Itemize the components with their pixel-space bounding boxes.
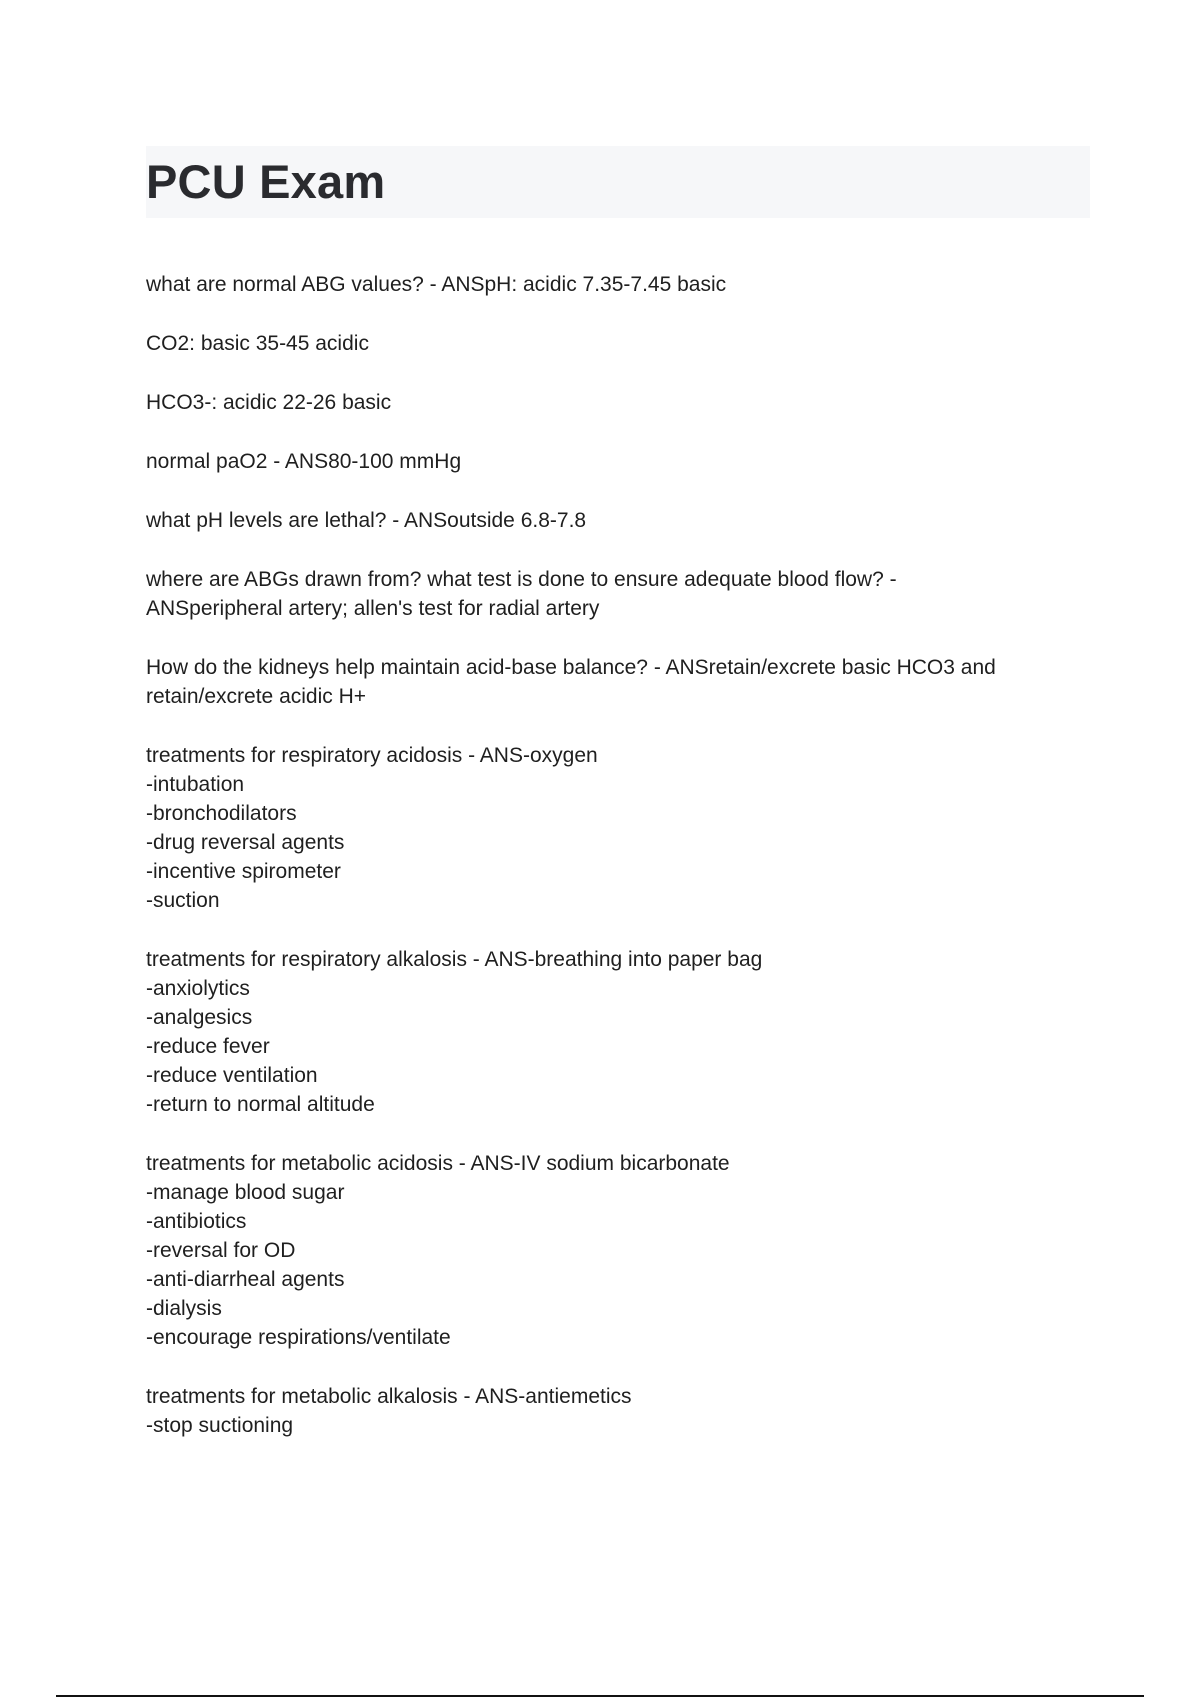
text-line: -reduce fever	[146, 1035, 270, 1058]
qa-block	[146, 329, 1090, 358]
qa-block	[146, 270, 1090, 299]
text-line: -anti-diarrheal agents	[146, 1268, 345, 1291]
qa-block	[146, 1382, 1090, 1440]
text-line: -reduce ventilation	[146, 1064, 318, 1087]
text-line: -manage blood sugar	[146, 1181, 345, 1204]
qa-block	[146, 1149, 1090, 1352]
text-line: what are normal ABG values? - ANSpH: acidic 7.35-7.45 basic	[146, 273, 727, 296]
qa-block	[146, 506, 1090, 535]
text-line: -reversal for OD	[146, 1239, 296, 1262]
text-line: -intubation	[146, 773, 245, 796]
text-line: -return to normal altitude	[146, 1093, 375, 1116]
text-line: -drug reversal agents	[146, 831, 345, 854]
text-line: -analgesics	[146, 1006, 253, 1029]
qa-block	[146, 447, 1090, 476]
qa-block	[146, 741, 1090, 915]
text-line: -encourage respirations/ventilate	[146, 1326, 451, 1349]
text-line: -antibiotics	[146, 1210, 247, 1233]
text-line: normal paO2 - ANS80-100 mmHg	[146, 450, 462, 473]
qa-block	[146, 945, 1090, 1119]
footer-divider	[56, 1695, 1144, 1697]
text-line: ANSperipheral artery; allen's test for radial artery	[146, 597, 600, 620]
page-title: PCU Exam	[146, 155, 386, 208]
text-line: -stop suctioning	[146, 1414, 294, 1437]
document-body	[146, 270, 1090, 1470]
text-line: How do the kidneys help maintain acid-base balance? - ANSretain/excrete basic HCO3 and	[146, 656, 996, 679]
text-line: treatments for metabolic alkalosis - ANS-antiemetics	[146, 1385, 632, 1408]
text-line: treatments for metabolic acidosis - ANS-IV sodium bicarbonate	[146, 1152, 730, 1175]
text-line: treatments for respiratory alkalosis - ANS-breathing into paper bag	[146, 948, 763, 971]
text-line: treatments for respiratory acidosis - ANS-oxygen	[146, 744, 598, 767]
qa-block	[146, 653, 1090, 711]
text-line: what pH levels are lethal? - ANSoutside 6.8-7.8	[146, 509, 587, 532]
text-line: where are ABGs drawn from? what test is done to ensure adequate blood flow? -	[146, 568, 897, 591]
qa-block	[146, 565, 1090, 623]
text-line: retain/excrete acidic H+	[146, 685, 367, 708]
text-line: -bronchodilators	[146, 802, 297, 825]
text-line: -suction	[146, 889, 220, 912]
text-line: -dialysis	[146, 1297, 222, 1320]
text-line: HCO3-: acidic 22-26 basic	[146, 391, 392, 414]
qa-block	[146, 388, 1090, 417]
title-band	[146, 146, 1090, 218]
text-line: -anxiolytics	[146, 977, 250, 1000]
text-line: -incentive spirometer	[146, 860, 341, 883]
text-line: CO2: basic 35-45 acidic	[146, 332, 369, 355]
